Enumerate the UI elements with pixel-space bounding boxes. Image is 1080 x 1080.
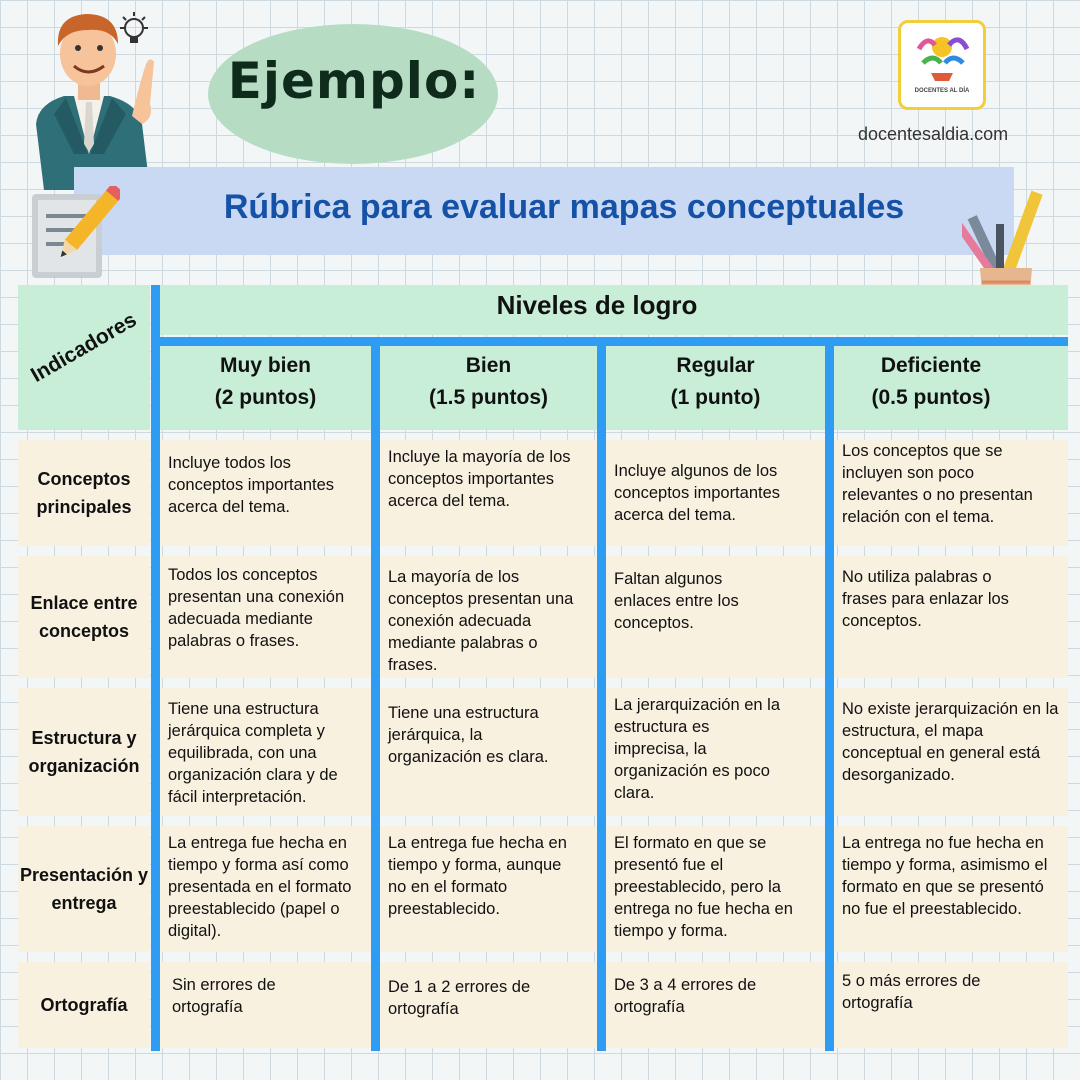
rubric-cell: La mayoría de los conceptos presentan una conexión adecuada mediante palabras o frases. xyxy=(380,556,597,678)
level-points: (1 punto) xyxy=(670,386,761,409)
level-name: Regular xyxy=(676,354,755,377)
rubric-cell: Los conceptos que se incluyen son poco relevantes o no presentan relación con el tema. xyxy=(834,440,1068,546)
logo-graphic-icon xyxy=(901,23,983,93)
rubric-cell: La entrega fue hecha en tiempo y forma, aunque no en el formato preestablecido. xyxy=(380,826,597,952)
level-name: Deficiente xyxy=(880,354,982,377)
lightbulb-icon xyxy=(116,10,152,54)
row-label-enlace: Enlace entre conceptos xyxy=(18,556,150,678)
logo-caption: DOCENTES AL DÍA xyxy=(914,88,970,94)
levels-label: Niveles de logro xyxy=(496,290,698,320)
row-label-conceptos: Conceptos principales xyxy=(18,440,150,546)
row-label-presentacion: Presentación y entrega xyxy=(18,826,150,952)
rubric-cell: 5 o más errores de ortografía xyxy=(834,962,1068,1048)
rubric-cell: El formato en que se presentó fue el preestablecido, pero la entrega no fue hecha en tiempo y forma. xyxy=(606,826,825,952)
level-header-bien xyxy=(380,346,597,430)
rubric-cell: La entrega fue hecha en tiempo y forma así como presentada en el formato preestablecido (papel o digital). xyxy=(160,826,371,952)
ejemplo-heading: Ejemplo: xyxy=(227,52,481,110)
row-label-estructura: Estructura y organización xyxy=(18,688,150,816)
level-points: (0.5 puntos) xyxy=(871,386,991,409)
header-divider xyxy=(160,337,1068,346)
rubric-cell: Sin errores de ortografía xyxy=(160,962,371,1048)
column-divider xyxy=(371,346,380,1051)
page-title: Rúbrica para evaluar mapas conceptuales xyxy=(223,188,905,226)
column-divider xyxy=(151,285,160,1051)
rubric-cell: De 3 a 4 errores de ortografía xyxy=(606,962,825,1048)
level-header-regular xyxy=(606,346,825,430)
rubric-cell: Incluye todos los conceptos importantes acerca del tema. xyxy=(160,440,371,546)
level-name: Muy bien xyxy=(219,354,311,377)
indicators-label: Indicadores xyxy=(26,308,141,387)
level-header-deficiente xyxy=(834,346,1068,430)
docentes-logo xyxy=(898,20,986,110)
column-divider xyxy=(597,346,606,1051)
rubric-cell: Tiene una estructura jerárquica, la organización es clara. xyxy=(380,688,597,816)
rubric-cell: Faltan algunos enlaces entre los conceptos. xyxy=(606,556,825,678)
rubric-cell: Incluye algunos de los conceptos importantes acerca del tema. xyxy=(606,440,825,546)
rubric-cell: La jerarquización en la estructura es imprecisa, la organización es poco clara. xyxy=(606,688,825,816)
website-url[interactable]: docentesaldia.com xyxy=(858,124,1009,144)
row-label-ortografia: Ortografía xyxy=(18,962,150,1048)
rubric-cell: Todos los conceptos presentan una conexión adecuada mediante palabras o frases. xyxy=(160,556,371,678)
rubric-cell: De 1 a 2 errores de ortografía xyxy=(380,962,597,1048)
rubric-cell: No utiliza palabras o frases para enlazar los conceptos. xyxy=(834,556,1068,678)
level-header-muy-bien xyxy=(160,346,371,430)
level-points: (1.5 puntos) xyxy=(429,386,548,409)
level-points: (2 puntos) xyxy=(214,386,317,409)
rubric-cell: Incluye la mayoría de los conceptos importantes acerca del tema. xyxy=(380,440,597,546)
rubric-cell: No existe jerarquización en la estructura, el mapa conceptual en general está desorganizado. xyxy=(834,688,1068,816)
level-name: Bien xyxy=(465,354,512,377)
rubric-cell: La entrega no fue hecha en tiempo y forma, asimismo el formato en que se presentó no fue el preestablecido. xyxy=(834,826,1068,952)
rubric-cell: Tiene una estructura jerárquica completa y equilibrada, con una organización clara y de fácil interpretación. xyxy=(160,688,371,816)
notepad-pencil-icon xyxy=(28,186,120,282)
column-divider xyxy=(825,346,834,1051)
